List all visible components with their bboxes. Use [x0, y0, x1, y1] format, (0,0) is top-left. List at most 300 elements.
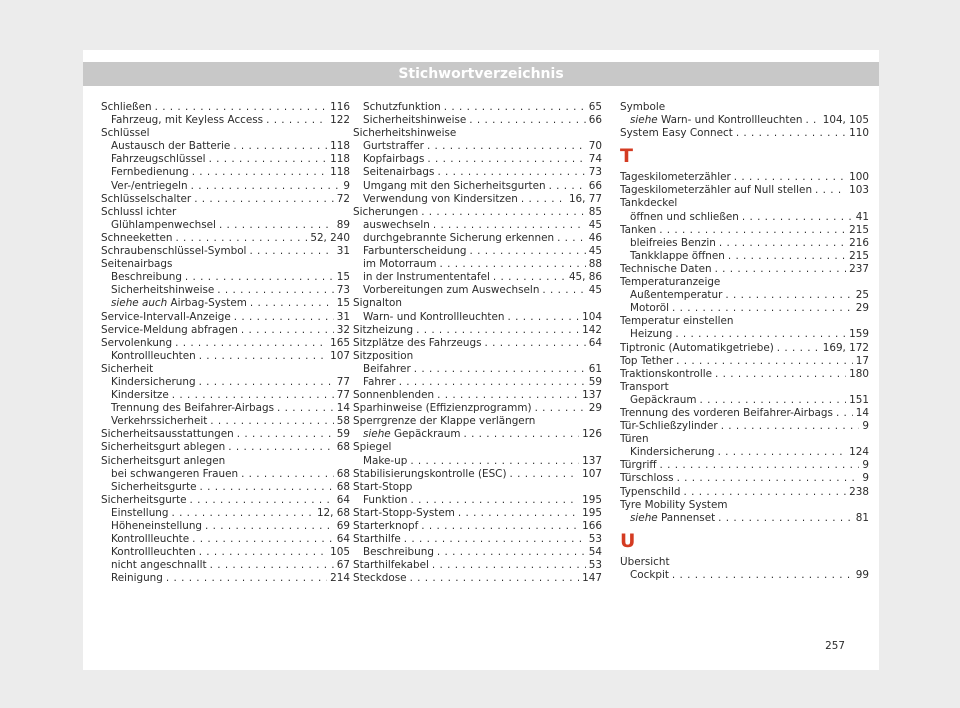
- index-entry-text: Austausch der Batterie: [111, 140, 231, 153]
- index-entry-text: Make-up: [363, 454, 408, 467]
- leader-dots: [715, 263, 847, 276]
- index-entry: [353, 284, 602, 297]
- index-entry-text: Ver-/entriegeln: [111, 179, 188, 192]
- page-reference: 77: [336, 375, 350, 388]
- page-reference: 32: [336, 323, 350, 336]
- index-entry: [101, 153, 350, 166]
- page-reference: 73: [588, 166, 602, 179]
- index-entry-text: Sicherheit: [101, 362, 154, 375]
- page-reference: 67: [336, 559, 350, 572]
- index-entry: [101, 533, 350, 546]
- leader-dots: [411, 494, 580, 507]
- index-entry: [353, 297, 602, 310]
- index-entry-text: Sicherheitsgurte: [111, 480, 197, 493]
- index-entry-text: Start-Stopp-System: [353, 506, 455, 519]
- index-entry: [620, 368, 869, 381]
- index-entry-text: [363, 428, 460, 441]
- index-entry-text: Kontrollleuchte: [111, 533, 190, 546]
- leader-dots: [660, 459, 860, 472]
- index-entry-text: Türen: [620, 433, 649, 446]
- page-reference: 169, 172: [822, 341, 869, 354]
- leader-dots: [437, 166, 585, 179]
- index-entry-text: Service-Intervall-Anzeige: [101, 310, 231, 323]
- leader-dots: [715, 368, 846, 381]
- leader-dots: [192, 166, 327, 179]
- leader-dots: [209, 153, 328, 166]
- index-entry: [101, 376, 350, 389]
- leader-dots: [421, 520, 579, 533]
- index-entry: [353, 455, 602, 468]
- page-reference: 17: [855, 354, 869, 367]
- page-reference: 52, 240: [310, 231, 350, 244]
- leader-dots: [444, 101, 586, 114]
- index-entry: [353, 324, 602, 337]
- index-entry-text: Türgriff: [620, 459, 657, 472]
- page-reference: 126: [582, 428, 602, 441]
- page-reference: 68: [336, 467, 350, 480]
- leader-dots: [155, 101, 328, 114]
- index-entry-text: Fernbedienung: [111, 166, 189, 179]
- leader-dots: [166, 572, 327, 585]
- section-letter: T: [620, 145, 633, 168]
- page-reference: 159: [849, 328, 869, 341]
- leader-dots: [437, 546, 586, 559]
- page-reference: 151: [849, 393, 869, 406]
- page-reference: 68: [336, 480, 350, 493]
- leader-dots: [190, 494, 334, 507]
- index-entry: [101, 481, 350, 494]
- page-reference: 9: [343, 179, 350, 192]
- index-entry-text: Außentemperatur: [630, 289, 723, 302]
- index-entry: [101, 441, 350, 454]
- index-entry-text: Verwendung von Kindersitzen: [363, 192, 518, 205]
- index-entry: [101, 245, 350, 258]
- page-reference: 238: [849, 485, 869, 498]
- page-reference: 99: [855, 568, 869, 581]
- index-entry-text: Höheneinstellung: [111, 520, 203, 532]
- leader-dots: [440, 258, 586, 271]
- leader-dots: [277, 402, 334, 415]
- index-entry: [101, 284, 350, 297]
- index-entry: [353, 415, 602, 428]
- index-entry: [353, 258, 602, 271]
- page-reference: 116: [330, 101, 350, 113]
- leader-dots: [233, 140, 327, 153]
- index-entry-text: Tür-Schließzylinder: [620, 420, 718, 433]
- leader-dots: [493, 271, 566, 284]
- index-entry: [620, 197, 869, 210]
- index-entry: [353, 271, 602, 284]
- index-entry-text: Sicherheitsgurt anlegen: [101, 454, 226, 467]
- leader-dots: [672, 302, 853, 315]
- page-reference: 195: [582, 506, 602, 519]
- page-reference: 142: [582, 323, 602, 336]
- leader-dots: [684, 486, 847, 499]
- index-entry: [101, 494, 350, 507]
- page-reference: 14: [336, 402, 350, 415]
- index-entry-text: Schlussl ichter: [101, 205, 177, 218]
- index-entry: [353, 481, 602, 494]
- leader-dots: [172, 389, 334, 402]
- index-entry-text: Fahrzeugschlüssel: [111, 153, 206, 166]
- leader-dots: [549, 180, 586, 193]
- page-reference: 103: [849, 184, 869, 197]
- index-entry: [101, 507, 350, 520]
- index-entry: [353, 572, 602, 585]
- index-entry-text: Kontrollleuchten: [111, 349, 196, 362]
- leader-dots: [241, 324, 334, 337]
- index-entry: [620, 486, 869, 499]
- page-reference: 122: [330, 114, 350, 127]
- page-number: 257: [825, 640, 845, 652]
- index-entry-text: Kontrollleuchten: [111, 546, 196, 559]
- index-entry: [101, 572, 350, 585]
- leader-dots: [736, 127, 846, 140]
- index-entry-text: Schlüsselschalter: [101, 192, 192, 205]
- index-entry-text: im Motorraum: [363, 258, 437, 271]
- index-entry-text: Starthilfe: [353, 533, 401, 546]
- leader-dots: [433, 219, 586, 232]
- index-entry: [353, 559, 602, 572]
- index-entry-text: Starthilfekabel: [353, 559, 429, 572]
- index-entry: [353, 468, 602, 481]
- leader-dots: [510, 468, 580, 481]
- leader-dots: [742, 211, 853, 224]
- leader-dots: [725, 289, 852, 302]
- leader-dots: [421, 206, 586, 219]
- index-entry-text: Beschreibung: [111, 271, 182, 284]
- leader-dots: [728, 250, 846, 263]
- leader-dots: [210, 415, 333, 428]
- page-reference: 165: [330, 336, 350, 349]
- leader-dots: [836, 407, 853, 420]
- index-entry: [353, 363, 602, 376]
- index-entry: [101, 402, 350, 415]
- index-entry: [353, 219, 602, 232]
- page-reference: 54: [588, 546, 602, 559]
- index-entry: [620, 171, 869, 184]
- index-entry-text: Stabilisierungskontrolle (ESC): [353, 467, 507, 480]
- index-entry: [353, 494, 602, 507]
- index-entry: [101, 101, 350, 114]
- index-entry-text: Temperatur einstellen: [620, 315, 734, 328]
- index-entry-text: Sicherheitshinweise: [353, 127, 457, 140]
- index-entry-text: [630, 114, 802, 127]
- page-title: Stichwortverzeichnis: [398, 66, 564, 82]
- index-entry: [620, 315, 869, 328]
- page-reference: 89: [336, 218, 350, 231]
- index-entry: [101, 546, 350, 559]
- index-entry-text: Funktion: [363, 493, 408, 506]
- index-entry: [101, 415, 350, 428]
- index-entry-text: Gepäckraum: [630, 393, 697, 406]
- index-entry: [353, 389, 602, 402]
- index-entry: [101, 140, 350, 153]
- page-reference: 58: [336, 415, 350, 428]
- leader-dots: [199, 350, 327, 363]
- page-reference: 85: [588, 205, 602, 218]
- index-entry-text: Sicherheitsgurt ablegen: [101, 441, 226, 454]
- index-entry-text: Servolenkung: [101, 336, 173, 349]
- index-entry: [101, 428, 350, 441]
- page-reference: 104: [582, 310, 602, 323]
- index-entry-text: Verkehrssicherheit: [111, 415, 208, 428]
- leader-dots: [437, 389, 579, 402]
- index-entry: [353, 428, 602, 441]
- leader-dots: [200, 481, 334, 494]
- index-entry: [620, 420, 869, 433]
- index-entry-text: Schutzfunktion: [363, 101, 441, 113]
- leader-dots: [507, 311, 579, 324]
- index-entry-text: Sitzheizung: [353, 323, 414, 336]
- page-reference: 59: [588, 375, 602, 388]
- index-entry: [620, 355, 869, 368]
- page-reference: 72: [336, 192, 350, 205]
- index-entry-text: Sitzposition: [353, 349, 414, 362]
- page-reference: 31: [336, 310, 350, 323]
- leader-dots: [414, 363, 586, 376]
- index-entry: [620, 499, 869, 512]
- index-entry: [620, 556, 869, 569]
- index-entry-text: Tageskilometerzähler auf Null stellen: [620, 184, 813, 197]
- index-entry-text: Sicherungen: [353, 205, 419, 218]
- index-entry-text: Symbole: [620, 101, 666, 113]
- page-reference: 45: [588, 218, 602, 231]
- index-entry-text: Glühlampenwechsel: [111, 218, 216, 231]
- index-entry: [620, 407, 869, 420]
- see-reference: siehe auch: [111, 297, 168, 310]
- page-reference: 88: [588, 258, 602, 271]
- leader-dots: [199, 546, 327, 559]
- leader-dots: [228, 441, 334, 454]
- leader-dots: [484, 337, 585, 350]
- page-reference: 104, 105: [822, 114, 869, 127]
- header-band: [83, 62, 879, 86]
- leader-dots: [699, 394, 846, 407]
- page-reference: 15: [336, 271, 350, 284]
- index-entry: [353, 533, 602, 546]
- index-entry: [101, 520, 350, 533]
- index-entry-text: Heizung: [630, 328, 673, 341]
- page-reference: 41: [855, 210, 869, 223]
- leader-dots: [404, 533, 586, 546]
- leader-dots: [470, 245, 586, 258]
- page-reference: 9: [862, 420, 869, 433]
- page-reference: 107: [330, 349, 350, 362]
- index-entry-text: Sitzplätze des Fahrzeugs: [353, 336, 482, 349]
- index-entry-text: Trennung des Beifahrer-Airbags: [111, 402, 275, 415]
- index-entry: [620, 101, 869, 114]
- index-entry-text: Kindersicherung: [630, 446, 715, 459]
- leader-dots: [521, 193, 566, 206]
- see-reference: siehe: [630, 114, 658, 127]
- leader-dots: [672, 569, 853, 582]
- index-entry: [353, 206, 602, 219]
- page-reference: 15: [336, 297, 350, 310]
- index-entry: [620, 512, 869, 525]
- leader-dots: [718, 512, 853, 525]
- index-entry-text: Beifahrer: [363, 362, 411, 375]
- leader-dots: [557, 232, 586, 245]
- leader-dots: [205, 520, 334, 533]
- index-entry: [353, 193, 602, 206]
- page-reference: 237: [849, 262, 869, 275]
- index-entry: [620, 342, 869, 355]
- index-entry-text: Tankklappe öffnen: [630, 249, 725, 262]
- index-entry: [620, 184, 869, 197]
- index-entry: [620, 114, 869, 127]
- leader-dots: [185, 271, 334, 284]
- index-entry-text: Tyre Mobility System: [620, 498, 728, 511]
- index-entry: [101, 311, 350, 324]
- leader-dots: [199, 376, 334, 389]
- index-entry: [101, 350, 350, 363]
- leader-dots: [217, 284, 334, 297]
- index-entry-text: Typenschild: [620, 485, 681, 498]
- index-entry: [353, 245, 602, 258]
- index-entry-text: Reinigung: [111, 572, 163, 585]
- index-entry-text: Sicherheitsgurte: [101, 493, 187, 506]
- page-reference: 46: [588, 231, 602, 244]
- index-entry: [620, 446, 869, 459]
- leader-dots: [721, 420, 860, 433]
- index-page: [83, 50, 879, 670]
- page-reference: 29: [588, 402, 602, 415]
- leader-dots: [250, 297, 334, 310]
- index-entry-text: Transport: [620, 380, 669, 393]
- index-entry-text: Fahrer: [363, 375, 396, 388]
- index-entry-text: Kindersitze: [111, 389, 169, 402]
- index-entry-text: Schneeketten: [101, 231, 173, 244]
- leader-dots: [815, 184, 846, 197]
- index-entry: [353, 153, 602, 166]
- index-entry: [101, 166, 350, 179]
- leader-dots: [659, 224, 846, 237]
- index-entry: [620, 237, 869, 250]
- reference-target: Warn- und Kontrollleuchten: [657, 114, 803, 127]
- index-entry: [353, 441, 602, 454]
- index-entry-text: Spiegel: [353, 441, 392, 454]
- leader-dots: [463, 428, 579, 441]
- leader-dots: [427, 140, 586, 153]
- index-entry-text: Service-Meldung abfragen: [101, 323, 238, 336]
- leader-dots: [192, 533, 334, 546]
- page-reference: 216: [849, 236, 869, 249]
- index-entry-text: Schlüssel: [101, 127, 150, 140]
- index-entry: [353, 166, 602, 179]
- index-entry: [620, 381, 869, 394]
- index-entry-text: Seitenairbags: [363, 166, 435, 179]
- leader-dots: [237, 428, 334, 441]
- see-reference: siehe: [630, 511, 658, 524]
- index-entry-text: Tiptronic (Automatikgetriebe): [620, 341, 774, 354]
- page-reference: 25: [855, 289, 869, 302]
- index-entry: [620, 250, 869, 263]
- leader-dots: [719, 237, 846, 250]
- page-reference: 195: [582, 493, 602, 506]
- index-entry-text: Gurtstraffer: [363, 140, 424, 153]
- page-reference: 64: [336, 533, 350, 546]
- page-reference: 9: [862, 472, 869, 485]
- reference-target: Pannenset: [657, 511, 716, 524]
- index-entry: [101, 455, 350, 468]
- index-entry: [353, 546, 602, 559]
- index-entry-text: Einstellung: [111, 506, 169, 519]
- index-entry-text: Umgang mit den Sicherheitsgurten: [363, 179, 546, 192]
- page-reference: 45: [588, 245, 602, 258]
- page-reference: 74: [588, 153, 602, 166]
- leader-dots: [677, 472, 860, 485]
- index-entry-text: auswechseln: [363, 218, 430, 231]
- index-entry: [101, 127, 350, 140]
- index-entry: [620, 569, 869, 582]
- index-entry: [101, 193, 350, 206]
- index-entry-text: Schraubenschlüssel-Symbol: [101, 245, 247, 258]
- index-entry-text: Beschreibung: [363, 546, 434, 559]
- page-reference: 31: [336, 245, 350, 258]
- page-reference: 69: [336, 520, 350, 532]
- section-letter: U: [620, 529, 636, 552]
- index-entry-text: Temperaturanzeige: [620, 276, 721, 289]
- leader-dots: [805, 114, 819, 127]
- page-reference: 45: [588, 284, 602, 297]
- page-reference: 73: [336, 284, 350, 297]
- leader-dots: [734, 171, 846, 184]
- index-entry: [101, 468, 350, 481]
- index-entry-text: Fahrzeug, mit Keyless Access: [111, 114, 264, 127]
- index-entry-text: Cockpit: [630, 568, 669, 581]
- page-reference: 66: [588, 179, 602, 192]
- index-entry: [620, 394, 869, 407]
- index-entry: [620, 289, 869, 302]
- page-reference: 118: [330, 166, 350, 179]
- page-reference: 215: [849, 223, 869, 236]
- page-reference: 68: [336, 441, 350, 454]
- reference-target: Airbag-System: [167, 297, 247, 310]
- index-entry: [101, 180, 350, 193]
- index-entry-text: Sperrgrenze der Klappe verlängern: [353, 415, 536, 428]
- index-entry-text: Seitenairbags: [101, 258, 173, 271]
- page-reference: 64: [336, 493, 350, 506]
- index-entry-text: in der Instrumententafel: [363, 271, 490, 284]
- index-entry-text: öffnen und schließen: [630, 210, 739, 223]
- page-reference: 29: [855, 302, 869, 315]
- index-entry-text: Kindersicherung: [111, 375, 196, 388]
- index-entry: [353, 114, 602, 127]
- index-entry-text: Sicherheitshinweise: [363, 114, 467, 127]
- page-reference: 65: [588, 101, 602, 113]
- index-entry: [353, 101, 602, 114]
- index-entry-text: Tanken: [620, 223, 657, 236]
- index-entry-text: Vorbereitungen zum Auswechseln: [363, 284, 540, 297]
- index-entry: [353, 180, 602, 193]
- leader-dots: [410, 455, 579, 468]
- leader-dots: [718, 446, 847, 459]
- index-column-2: [353, 101, 602, 585]
- leader-dots: [266, 114, 327, 127]
- leader-dots: [675, 328, 846, 341]
- index-entry-text: bleifreies Benzin: [630, 236, 716, 249]
- index-entry-text: Schließen: [101, 101, 152, 113]
- index-entry: [101, 206, 350, 219]
- index-entry: [353, 232, 602, 245]
- leader-dots: [191, 180, 341, 193]
- index-column-1: [101, 101, 350, 585]
- page-reference: 118: [330, 140, 350, 153]
- index-entry: [620, 433, 869, 446]
- page-reference: 100: [849, 171, 869, 184]
- index-entry: [101, 363, 350, 376]
